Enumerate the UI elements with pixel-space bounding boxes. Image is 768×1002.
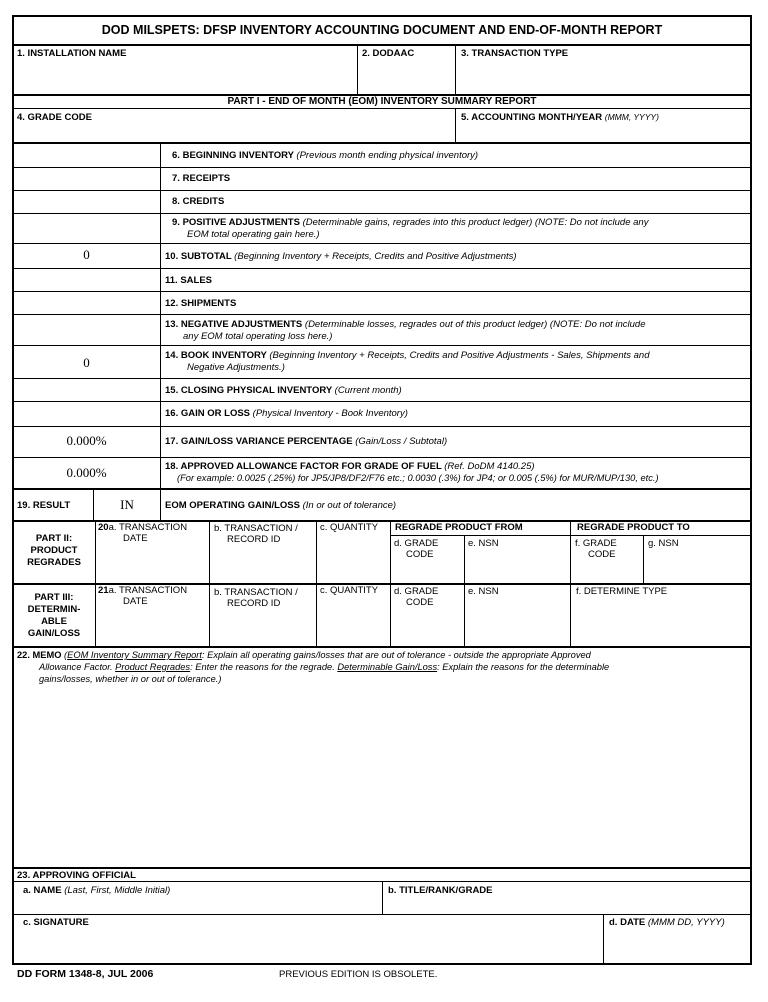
closing-physical-inventory-value[interactable] <box>14 379 159 401</box>
row-9-hint-2: EOM total operating gain here.) <box>187 229 320 240</box>
row-11-label: 11. SALES <box>165 275 213 286</box>
regrade-to-header: REGRADE PRODUCT TO <box>577 522 690 533</box>
title-rank-label: b. TITLE/RANK/GRADE <box>388 885 493 896</box>
part3-col-d: d. GRADE CODE <box>394 586 439 608</box>
receipts-value[interactable] <box>14 168 159 190</box>
result-label: 19. RESULT <box>17 500 71 511</box>
positive-adjustments-value[interactable] <box>14 214 159 242</box>
memo-field[interactable] <box>20 690 748 865</box>
row-13-hint-2: any EOM total operating loss here.) <box>183 331 333 342</box>
allowance-factor-value[interactable]: 0.000% <box>66 465 107 480</box>
previous-edition-note: PREVIOUS EDITION IS OBSOLETE. <box>279 969 438 980</box>
part3-col-b: b. TRANSACTION / RECORD ID <box>214 587 298 609</box>
dodaac-field[interactable] <box>360 60 452 92</box>
memo-instructions: 22. MEMO (EOM Inventory Summary Report: Explain all operating gains/losses that are out of tolerance - outside the appropriate Approved Allowance Factor. Product Regrades: Enter the reasons for the regrade. Determinable Gain/Loss: Explain the reasons for the determinable gains/losses, whether in or out of tolerance.) <box>17 650 610 684</box>
book-inventory-value[interactable]: 0 <box>83 355 90 370</box>
accounting-month-label: 5. ACCOUNTING MONTH/YEAR (MMM, YYYY) <box>461 112 659 123</box>
row-6-label: 6. BEGINNING INVENTORY (Previous month ending physical inventory) <box>172 150 479 161</box>
part3-col-e: e. NSN <box>468 586 499 597</box>
part2-col-a: 20a. TRANSACTION DATE <box>98 522 188 544</box>
installation-name-field[interactable] <box>20 60 350 92</box>
part1-title: PART I - END OF MONTH (EOM) INVENTORY SUMMARY REPORT <box>227 96 537 107</box>
part2-col-f: f. GRADE CODE <box>575 538 617 560</box>
row-17-label: 17. GAIN/LOSS VARIANCE PERCENTAGE (Gain/Loss / Subtotal) <box>165 436 448 447</box>
row-16-label: 16. GAIN OR LOSS (Physical Inventory - Book Inventory) <box>165 408 408 419</box>
signature-field[interactable] <box>20 930 598 960</box>
approving-official-label: 23. APPROVING OFFICIAL <box>17 870 136 881</box>
installation-name-label: 1. INSTALLATION NAME <box>17 48 127 59</box>
beginning-inventory-value[interactable] <box>14 143 159 167</box>
eom-operating-label: EOM OPERATING GAIN/LOSS (In or out of tolerance) <box>165 500 397 511</box>
date-label: d. DATE (MMM DD, YYYY) <box>609 917 725 928</box>
part2-col-b: b. TRANSACTION / RECORD ID <box>214 523 298 545</box>
row-15-label: 15. CLOSING PHYSICAL INVENTORY (Current month) <box>165 385 402 396</box>
gain-or-loss-value[interactable] <box>14 402 159 426</box>
part2-title: PART II: PRODUCT REGRADES <box>27 533 81 568</box>
date-field[interactable] <box>607 930 748 960</box>
form-number: DD FORM 1348-8, JUL 2006 <box>17 968 154 980</box>
row-13-label: 13. NEGATIVE ADJUSTMENTS (Determinable losses, regrades out of this product ledger) (NOTE: Do not include <box>165 319 646 330</box>
grade-code-label: 4. GRADE CODE <box>17 112 92 123</box>
part2-col-d: d. GRADE CODE <box>394 538 439 560</box>
part3-col-f: f. DETERMINE TYPE <box>576 586 668 597</box>
row-18-label: 18. APPROVED ALLOWANCE FACTOR FOR GRADE OF FUEL (Ref. DoDM 4140.25) <box>165 461 535 472</box>
part2-col-g: g. NSN <box>648 538 679 549</box>
row-10-label: 10. SUBTOTAL (Beginning Inventory + Receipts, Credits and Positive Adjustments) <box>165 251 517 262</box>
transaction-type-field[interactable] <box>458 60 748 92</box>
part2-col-c: c. QUANTITY <box>320 522 379 533</box>
grade-code-field[interactable] <box>20 122 450 140</box>
sales-value[interactable] <box>14 269 159 291</box>
row-9-label: 9. POSITIVE ADJUSTMENTS (Determinable gains, regrades into this product ledger) (NOTE: Do not include any <box>172 217 649 228</box>
part2-col-e: e. NSN <box>468 538 499 549</box>
transaction-type-label: 3. TRANSACTION TYPE <box>461 48 569 59</box>
form-title: DOD MILSPETS: DFSP INVENTORY ACCOUNTING DOCUMENT AND END-OF-MONTH REPORT <box>101 23 663 37</box>
credits-value[interactable] <box>14 191 159 213</box>
row-8-label: 8. CREDITS <box>172 196 225 207</box>
part3-col-a: 21a. TRANSACTION DATE <box>98 585 188 607</box>
row-18-hint-2: (For example: 0.0025 (.25%) for JP5/JP8/DF2/F76 etc.; 0.0030 (.3%) for JP4; or 0.005 (.5%) for MUR/MUP/130, etc.) <box>177 473 659 483</box>
row-7-label: 7. RECEIPTS <box>172 173 231 184</box>
regrade-from-header: REGRADE PRODUCT FROM <box>395 522 523 533</box>
variance-percentage-value[interactable]: 0.000% <box>66 433 107 448</box>
row-14-hint-2: Negative Adjustments.) <box>187 362 285 373</box>
part3-title: PART III: DETERMIN- ABLE GAIN/LOSS <box>27 592 81 639</box>
signature-label: c. SIGNATURE <box>23 917 89 928</box>
title-rank-field[interactable] <box>386 896 748 912</box>
part3-col-c: c. QUANTITY <box>320 585 379 596</box>
accounting-month-field[interactable] <box>458 122 748 140</box>
name-field[interactable] <box>20 896 378 912</box>
row-12-label: 12. SHIPMENTS <box>165 298 237 309</box>
dodaac-label: 2. DODAAC <box>362 48 415 59</box>
row-14-label: 14. BOOK INVENTORY (Beginning Inventory + Receipts, Credits and Positive Adjustments - Sales, Shipments and <box>165 350 650 361</box>
name-label: a. NAME (Last, First, Middle Initial) <box>23 885 171 896</box>
negative-adjustments-value[interactable] <box>14 315 159 343</box>
shipments-value[interactable] <box>14 292 159 314</box>
result-value[interactable]: IN <box>120 497 134 512</box>
subtotal-value[interactable]: 0 <box>83 247 90 262</box>
